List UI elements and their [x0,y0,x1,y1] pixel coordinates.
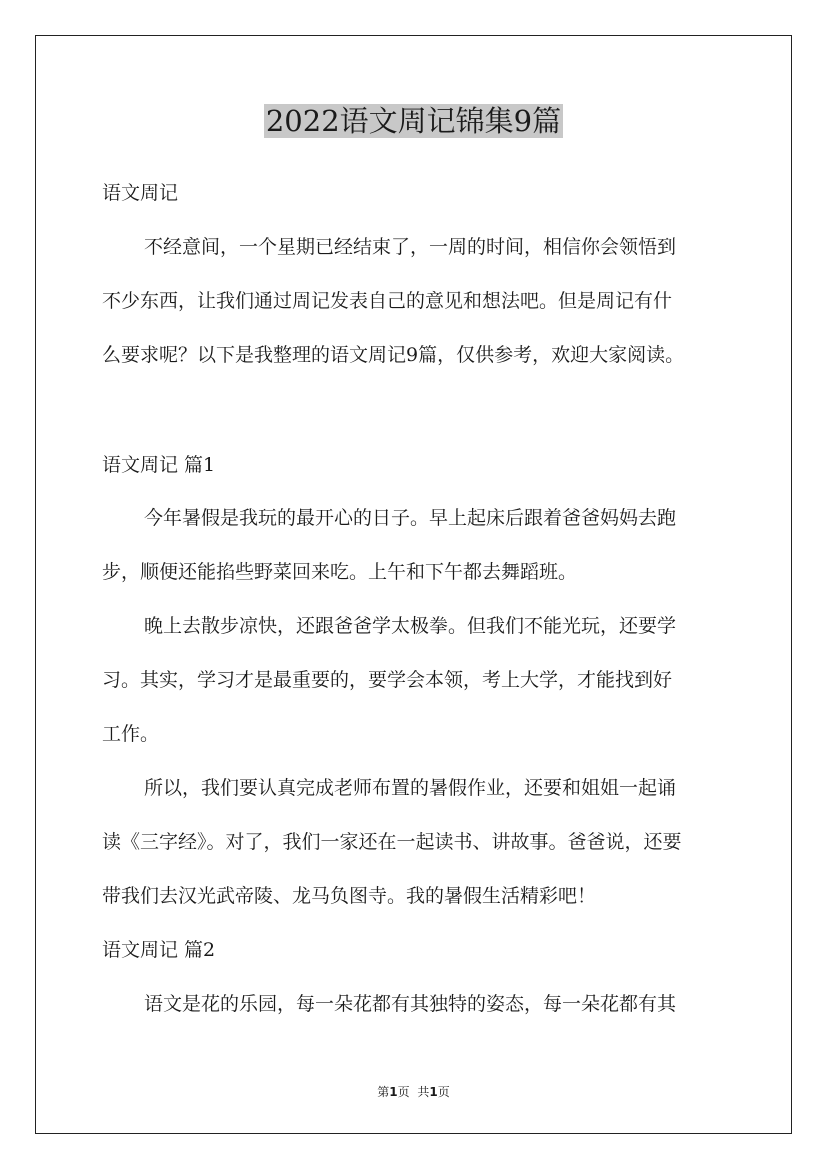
footer-page-number: 1 [389,1085,398,1099]
paragraph-line: 习。其实，学习才是最重要的，要学会本领，考上大学，才能找到好 [102,669,673,691]
paragraph-line: 么要求呢？以下是我整理的语文周记9篇，仅供参考，欢迎大家阅读。 [102,344,685,366]
paragraph-line: 工作。 [102,723,160,745]
section-heading: 语文周记 篇1 [102,454,216,476]
paragraph-line: 不经意间，一个星期已经结束了，一周的时间，相信你会领悟到 [144,236,677,258]
intro-heading: 语文周记 [102,182,179,204]
footer-page-prefix: 第 [377,1085,390,1099]
footer-total-suffix: 页 [437,1085,450,1099]
paragraph-line: 读《三字经》。对了，我们一家还在一起读书、讲故事。爸爸说，还要 [102,831,682,853]
paragraph-line: 不少东西，让我们通过周记发表自己的意见和想法吧。但是周记有什 [102,290,673,312]
section-heading: 语文周记 篇2 [102,939,216,961]
paragraph-line: 所以，我们要认真完成老师布置的暑假作业，还要和姐姐一起诵 [144,777,677,799]
document-title [0,101,827,141]
footer-total-prefix: 共 [417,1085,430,1099]
paragraph-line: 晚上去散步凉快，还跟爸爸学太极拳。但我们不能光玩，还要学 [144,615,677,637]
footer-page-suffix: 页 [397,1085,410,1099]
page-footer [0,1083,827,1100]
paragraph-line: 语文是花的乐园，每一朵花都有其独特的姿态，每一朵花都有其 [144,993,677,1015]
paragraph-line: 步，顺便还能掐些野菜回来吃。上午和下午都去舞蹈班。 [102,561,578,583]
footer-total-number: 1 [429,1085,438,1099]
title-text: 2022语文周记锦集9篇 [265,104,562,138]
paragraph-line: 带我们去汉光武帝陵、龙马负图寺。我的暑假生活精彩吧！ [102,885,597,907]
paragraph-line: 今年暑假是我玩的最开心的日子。早上起床后跟着爸爸妈妈去跑 [144,507,677,529]
